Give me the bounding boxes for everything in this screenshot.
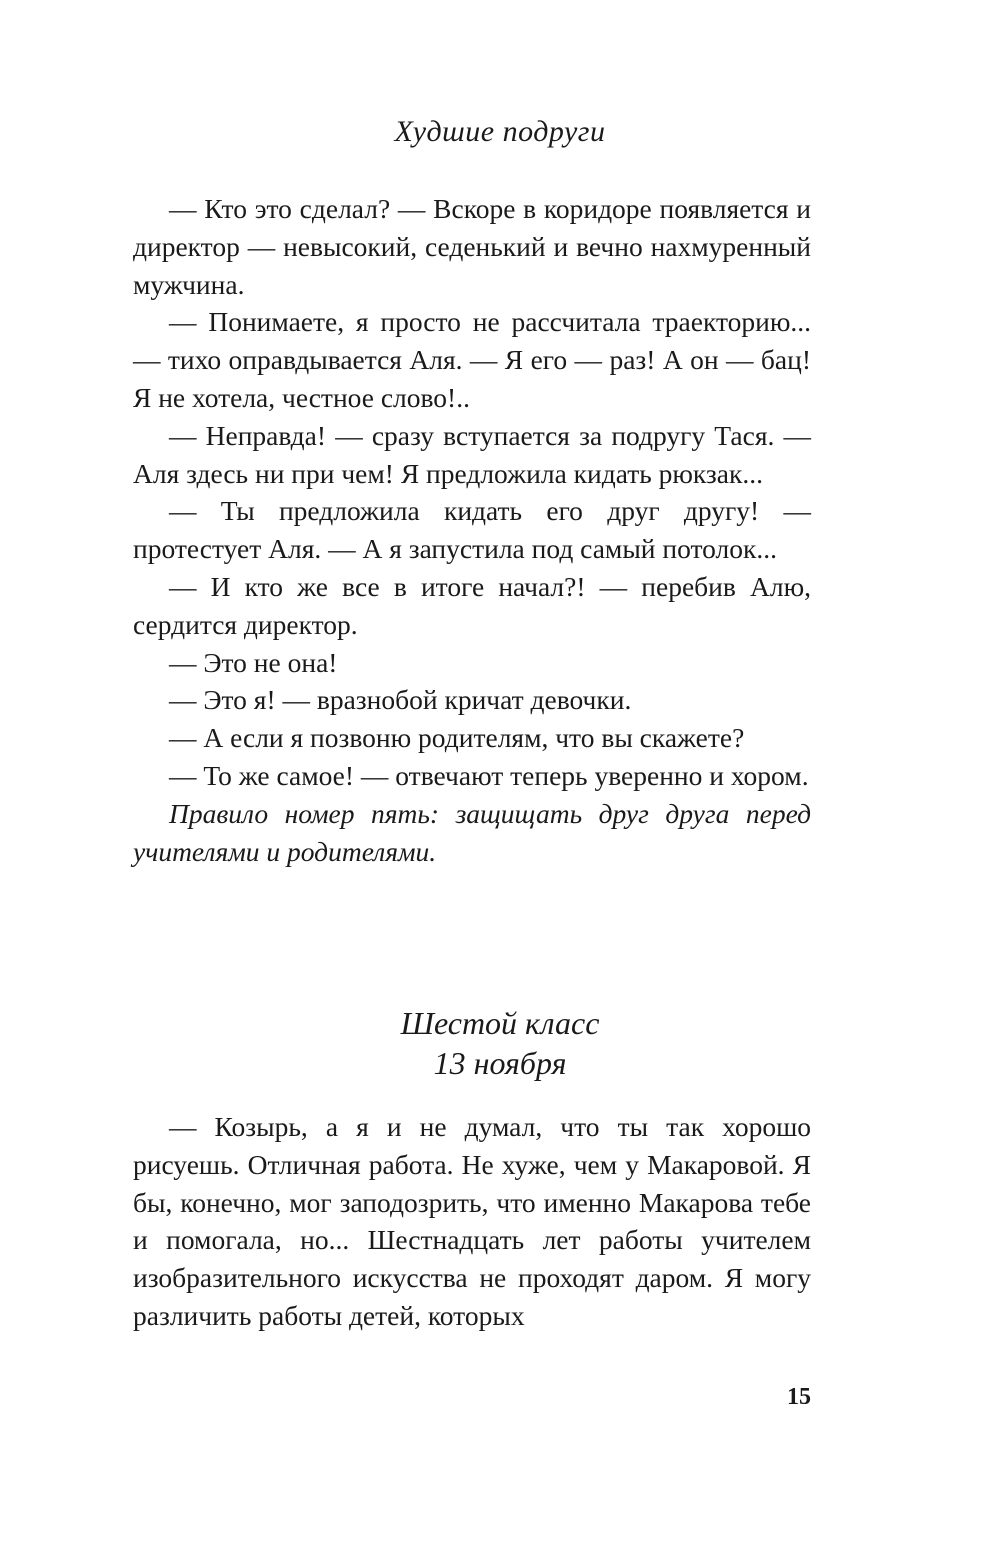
paragraph: — Понимаете, я просто не рассчитала траекторию... — тихо оправдывается Аля. — Я его — раз! А он — бац! Я не хотела, честное слово!.. <box>133 306 811 413</box>
rule-paragraph: Правило номер пять: защищать друг друга перед учителями и родителями. <box>133 797 811 867</box>
chapter-heading-date: 13 ноября <box>433 1045 567 1081</box>
text-block-bottom <box>133 1108 811 1335</box>
paragraph: — То же самое! — отвечают теперь уверенно и хором. <box>169 759 809 791</box>
page-number: 15 <box>787 1384 811 1410</box>
chapter-heading-title: Шестой класс <box>400 1005 600 1041</box>
paragraph: — Кто это сделал? — Вскоре в коридоре появляется и директор — невысокий, седенький и вечно нахмуренный мужчина. <box>133 193 811 300</box>
paragraph: — А если я позвоню родителям, что вы скажете? <box>169 722 745 754</box>
paragraph: — Это я! — вразнобой кричат девочки. <box>169 684 632 716</box>
paragraph: — И кто же все в итоге начал?! — перебив Алю, сердится директор. <box>133 570 811 640</box>
running-head: Худшие подруги <box>394 115 606 148</box>
paragraph: — Это не она! <box>169 646 338 678</box>
paragraph: — Козырь, а я и не думал, что ты так хорошо рисуешь. Отличная работа. Не хуже, чем у Макаровой. Я бы, конечно, мог заподозрить, что именно Макарова тебе и помогала, но... Шестнадцать лет работы учителем изобразительного искусства не проходят даром. Я могу различить работы детей, которых <box>133 1111 811 1331</box>
paragraph: — Неправда! — сразу вступается за подругу Тася. — Аля здесь ни при чем! Я предложила кидать рюкзак... <box>133 419 811 489</box>
paragraph: — Ты предложила кидать его друг другу! — протестует Аля. — А я запустила под самый потолок... <box>133 495 811 565</box>
chapter-heading <box>0 1003 1000 1083</box>
text-block-top <box>133 190 811 870</box>
